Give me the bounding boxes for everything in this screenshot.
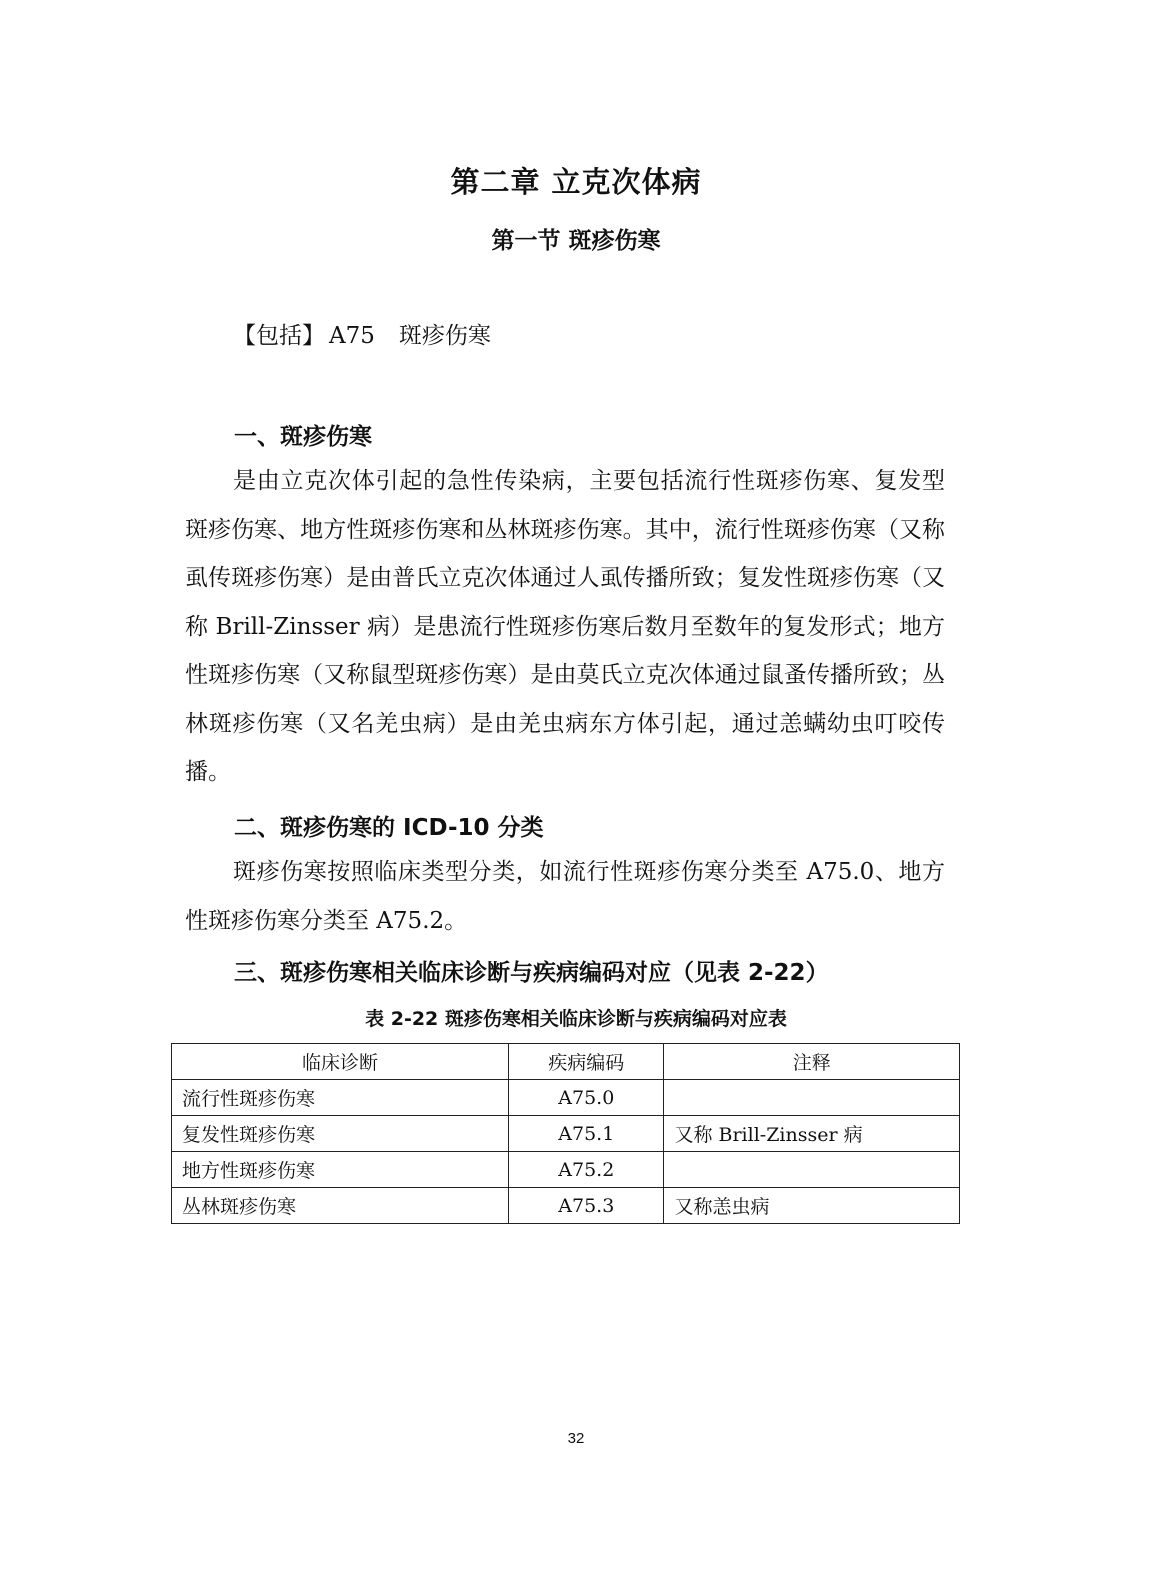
cell-code: A75.0 <box>509 1080 664 1116</box>
cell-diagnosis: 地方性斑疹伤寒 <box>172 1152 509 1188</box>
cell-note: 又称恙虫病 <box>664 1188 960 1224</box>
table-row <box>172 1152 960 1188</box>
includes-label: 【包括】 <box>233 323 325 349</box>
cell-note: 又称 Brill-Zinsser 病 <box>664 1116 960 1152</box>
heading-2: 二、斑疹伤寒的 ICD-10 分类 <box>234 815 544 841</box>
header-note: 注释 <box>664 1044 960 1080</box>
includes-name: 斑疹伤寒 <box>398 323 491 349</box>
cell-code: A75.3 <box>509 1188 664 1224</box>
heading-1: 一、斑疹伤寒 <box>234 424 372 450</box>
cell-diagnosis: 丛林斑疹伤寒 <box>172 1188 509 1224</box>
table-header-row <box>172 1044 960 1080</box>
cell-code: A75.2 <box>509 1152 664 1188</box>
cell-diagnosis: 复发性斑疹伤寒 <box>172 1116 509 1152</box>
heading-3: 三、斑疹伤寒相关临床诊断与疾病编码对应（见表 2-22） <box>234 960 829 986</box>
table-row <box>172 1080 960 1116</box>
cell-note <box>664 1152 960 1188</box>
header-diagnosis: 临床诊断 <box>172 1044 509 1080</box>
header-code: 疾病编码 <box>509 1044 664 1080</box>
includes-code: A75 <box>329 323 375 349</box>
paragraph-1: 是由立克次体引起的急性传染病，主要包括流行性斑疹伤寒、复发型斑疹伤寒、地方性斑疹伤寒和丛林斑疹伤寒。其中，流行性斑疹伤寒（又称虱传斑疹伤寒）是由普氏立克次体通过人虱传播所致；复发性斑疹伤寒（又称 Brill-Zinsser 病）是患流行性斑疹伤寒后数月至数年的复发形式；地方性斑疹伤寒（又称鼠型斑疹伤寒）是由莫氏立克次体通过鼠蚤传播所致；丛林斑疹伤寒（又名羌虫病）是由羌虫病东方体引起，通过恙螨幼虫叮咬传播。 <box>185 468 945 785</box>
page-number: 32 <box>567 1430 585 1447</box>
cell-diagnosis: 流行性斑疹伤寒 <box>172 1080 509 1116</box>
table-row <box>172 1116 960 1152</box>
cell-code: A75.1 <box>509 1116 664 1152</box>
section-title: 第一节 斑疹伤寒 <box>491 228 661 254</box>
table-row <box>172 1188 960 1224</box>
includes-line <box>233 317 491 350</box>
cell-note <box>664 1080 960 1116</box>
diagnosis-code-table <box>171 1043 960 1224</box>
chapter-title: 第二章 立克次体病 <box>450 165 702 199</box>
paragraph-2: 斑疹伤寒按照临床类型分类，如流行性斑疹伤寒分类至 A75.0、地方性斑疹伤寒分类至 A75.2。 <box>185 859 945 934</box>
table-caption: 表 2-22 斑疹伤寒相关临床诊断与疾病编码对应表 <box>365 1008 787 1030</box>
